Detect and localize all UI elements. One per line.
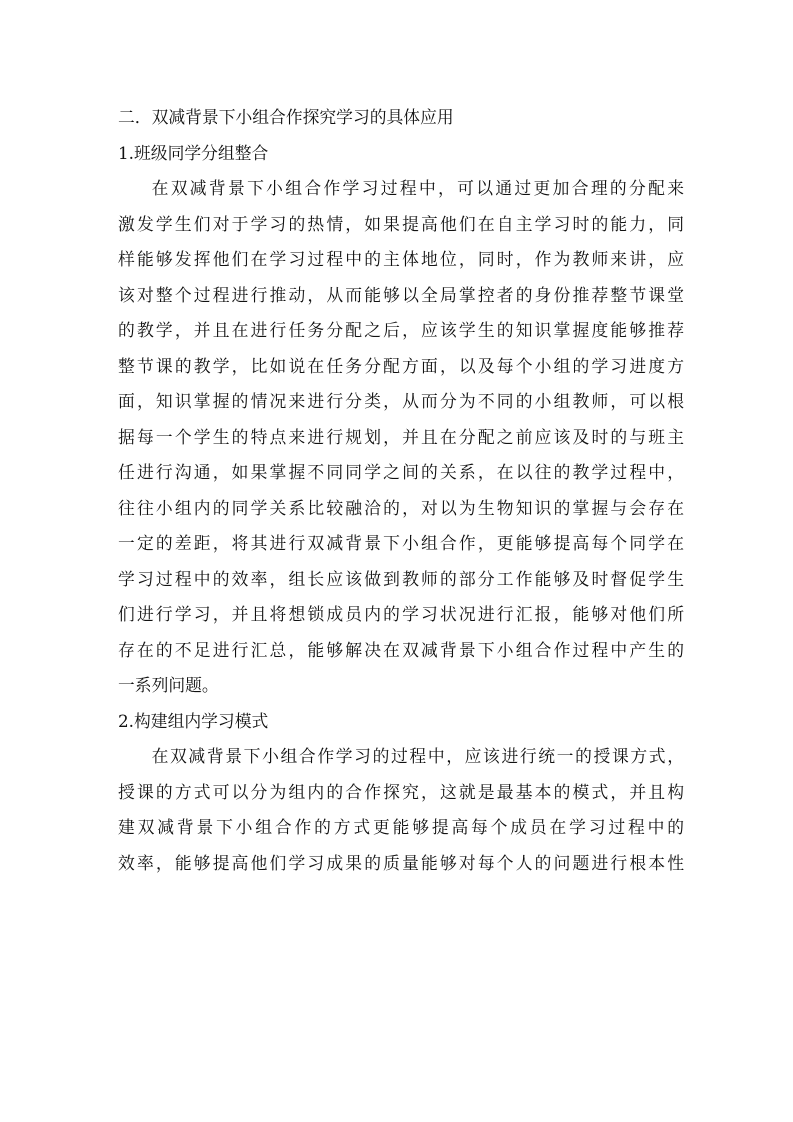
subsection-1-paragraph	[118, 171, 684, 704]
paragraph-line: 在双减背景下小组合作学习的过程中，应该进行统一的授课方式，	[151, 746, 684, 766]
paragraph-line: 一系列问题。	[118, 675, 219, 695]
paragraph-line: 的教学，并且在进行任务分配之后，应该学生的知识掌握度能够推荐	[118, 320, 684, 340]
paragraph-line: 往往小组内的同学关系比较融洽的，对以为生物知识的掌握与会存在	[118, 497, 684, 518]
paragraph-line: 一定的差距，将其进行双减背景下小组合作，更能够提高每个同学在	[118, 533, 684, 553]
paragraph-line: 在双减背景下小组合作学习过程中，可以通过更加合理的分配来	[151, 178, 684, 198]
subsection-2-title: 2.构建组内学习模式	[118, 710, 269, 731]
paragraph-line: 任进行沟通，如果掌握不同同学之间的关系，在以往的教学过程中，	[118, 462, 684, 482]
section-title: 二．双减背景下小组合作探究学习的具体应用	[118, 107, 454, 127]
paragraph-line: 效率，能够提高他们学习成果的质量能够对每个人的问题进行根本性	[118, 852, 684, 873]
paragraph-line: 学习过程中的效率，组长应该做到教师的部分工作能够及时督促学生	[118, 568, 684, 589]
paragraph-line: 该对整个过程进行推动，从而能够以全局掌控者的身份推荐整节课堂	[118, 284, 684, 305]
document-page	[118, 100, 684, 881]
paragraph-line: 整节课的教学，比如说在任务分配方面，以及每个小组的学习进度方	[118, 355, 684, 376]
paragraph-line: 据每一个学生的特点来进行规划，并且在分配之前应该及时的与班主	[118, 426, 684, 447]
paragraph-line: 激发学生们对于学习的热情，如果提高他们在自主学习时的能力，同	[118, 213, 684, 234]
paragraph-line: 存在的不足进行汇总，能够解决在双减背景下小组合作过程中产生的	[118, 639, 684, 660]
paragraph-line: 们进行学习，并且将想锁成员内的学习状况进行汇报，能够对他们所	[118, 604, 684, 624]
paragraph-line: 面，知识掌握的情况来进行分类，从而分为不同的小组教师，可以根	[118, 391, 684, 411]
subsection-1-title: 1.班级同学分组整合	[118, 142, 269, 163]
paragraph-line: 授课的方式可以分为组内的合作探究，这就是最基本的模式，并且构	[118, 781, 684, 802]
subsection-2-paragraph	[118, 739, 684, 881]
paragraph-line: 建双减背景下小组合作的方式更能够提高每个成员在学习过程中的	[118, 817, 684, 837]
paragraph-line: 样能够发挥他们在学习过程中的主体地位，同时，作为教师来讲，应	[118, 249, 684, 269]
